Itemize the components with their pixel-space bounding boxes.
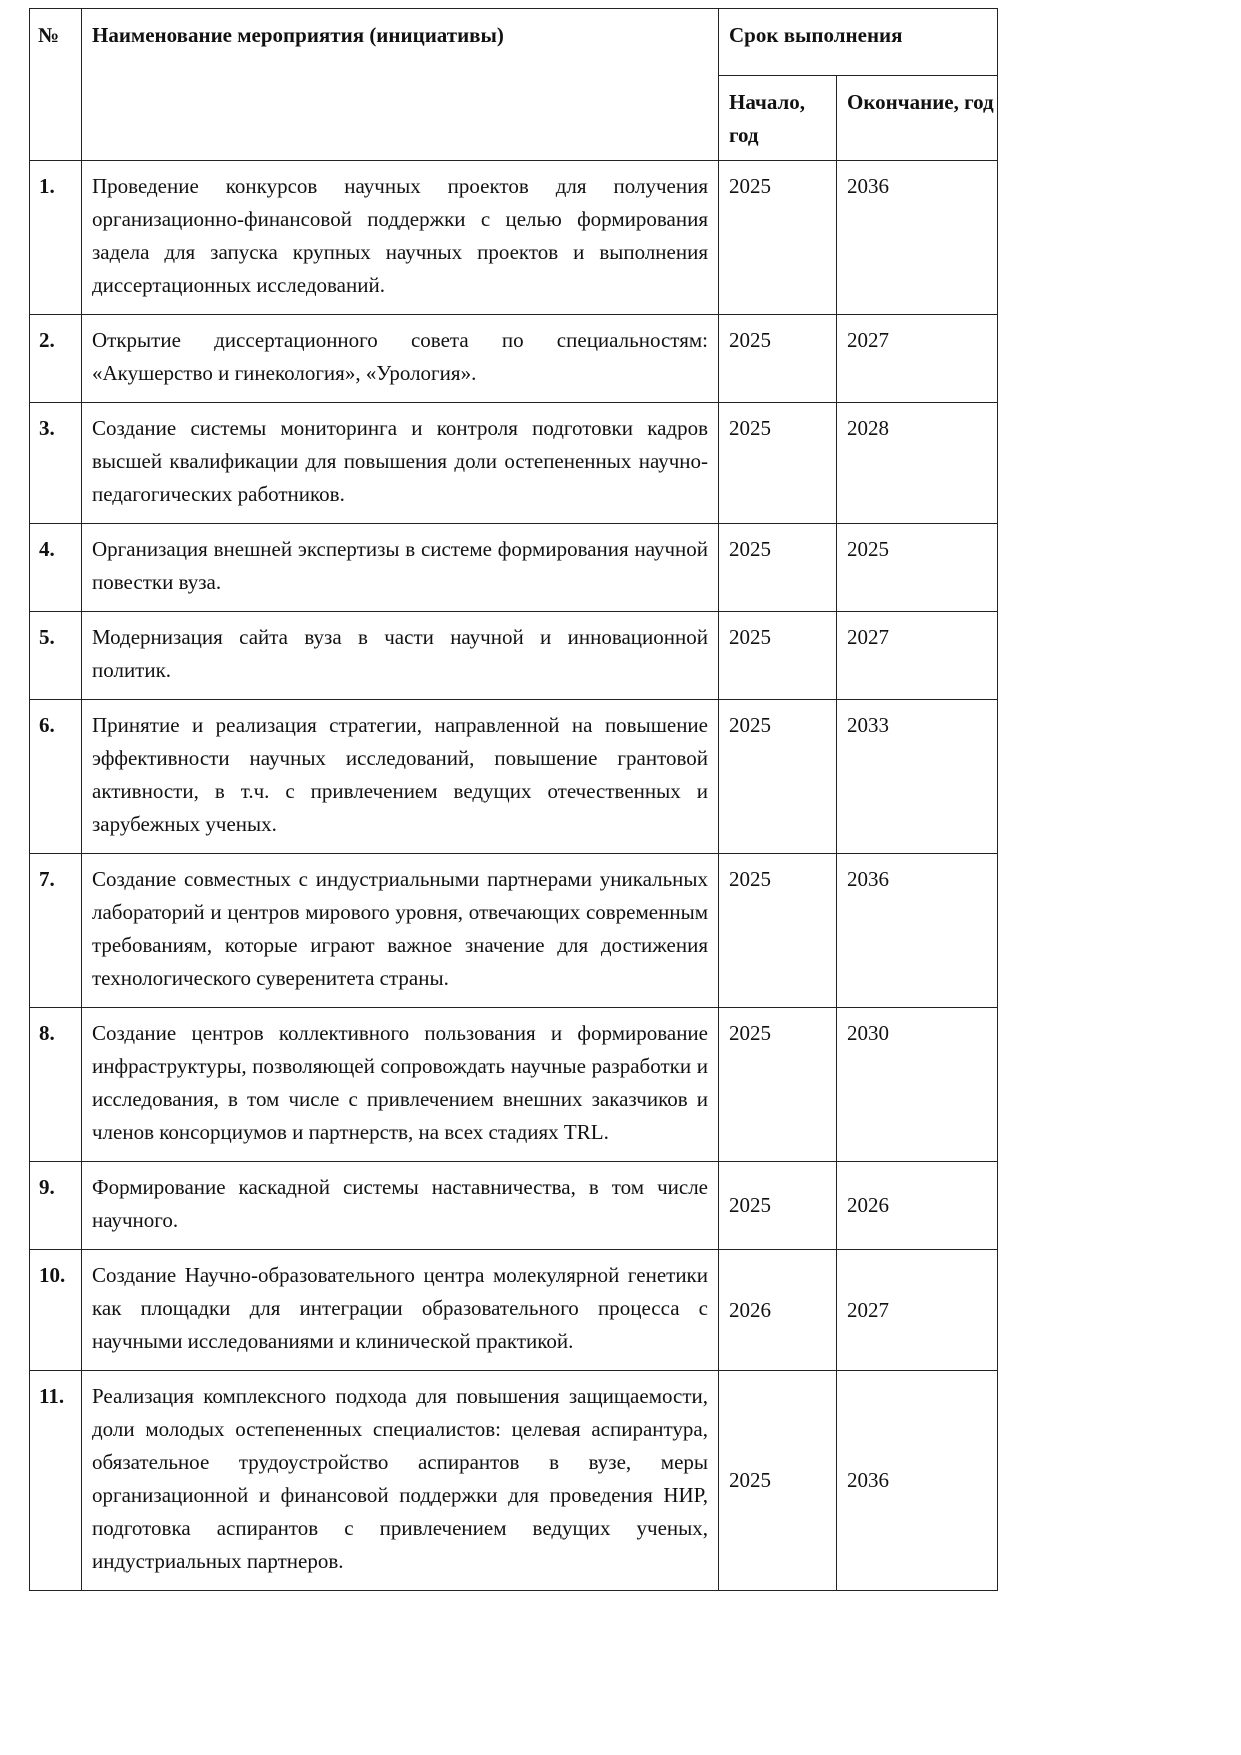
row-start-year: 2025 [719, 1371, 837, 1591]
row-start-year: 2025 [719, 524, 837, 612]
row-end-year: 2036 [837, 1371, 998, 1591]
row-end-year: 2033 [837, 700, 998, 854]
table-row [30, 161, 998, 315]
row-number: 6. [30, 700, 82, 854]
row-end-year: 2028 [837, 403, 998, 524]
row-end-year: 2026 [837, 1162, 998, 1250]
row-end-year: 2036 [837, 854, 998, 1008]
row-number: 7. [30, 854, 82, 1008]
row-number: 4. [30, 524, 82, 612]
row-start-year: 2025 [719, 315, 837, 403]
row-name: Модернизация сайта вуза в части научной и инновационной политик. [82, 612, 719, 700]
table-row [30, 315, 998, 403]
row-number: 5. [30, 612, 82, 700]
header-row [30, 9, 998, 76]
row-end-year: 2036 [837, 161, 998, 315]
table-row [30, 612, 998, 700]
row-start-year: 2025 [719, 403, 837, 524]
row-end-year: 2027 [837, 612, 998, 700]
row-name: Организация внешней экспертизы в системе формирования научной повестки вуза. [82, 524, 719, 612]
row-end-year: 2027 [837, 1250, 998, 1371]
row-end-year: 2030 [837, 1008, 998, 1162]
header-num: № [30, 9, 82, 161]
table-row [30, 524, 998, 612]
header-name: Наименование мероприятия (инициативы) [82, 9, 719, 161]
table-row [30, 854, 998, 1008]
row-start-year: 2025 [719, 161, 837, 315]
table-row [30, 1371, 998, 1591]
row-number: 1. [30, 161, 82, 315]
table-row [30, 1250, 998, 1371]
table-row [30, 403, 998, 524]
row-name: Формирование каскадной системы наставничества, в том числе научного. [82, 1162, 719, 1250]
row-start-year: 2025 [719, 854, 837, 1008]
row-number: 11. [30, 1371, 82, 1591]
row-number: 3. [30, 403, 82, 524]
row-number: 10. [30, 1250, 82, 1371]
row-start-year: 2025 [719, 612, 837, 700]
row-number: 9. [30, 1162, 82, 1250]
row-name: Проведение конкурсов научных проектов для получения организационно-финансовой поддержки с целью формирования задела для запуска крупных научных проектов и выполнения диссертационных исследований. [82, 161, 719, 315]
row-name: Создание Научно-образовательного центра молекулярной генетики как площадки для интеграции образовательного процесса с научными исследованиями и клинической практикой. [82, 1250, 719, 1371]
row-name: Создание центров коллективного пользования и формирование инфраструктуры, позволяющей сопровождать научные разработки и исследования, в том числе с привлечением внешних заказчиков и членов консорциумов и партнерств, на всех стадиях TRL. [82, 1008, 719, 1162]
row-number: 8. [30, 1008, 82, 1162]
row-name: Создание системы мониторинга и контроля подготовки кадров высшей квалификации для повышения доли остепененных научно-педагогических работников. [82, 403, 719, 524]
row-name: Создание совместных с индустриальными партнерами уникальных лабораторий и центров мирового уровня, отвечающих современным требованиям, которые играют важное значение для достижения технологического суверенитета страны. [82, 854, 719, 1008]
header-end: Окончание, год [837, 76, 998, 161]
table-row [30, 700, 998, 854]
row-end-year: 2027 [837, 315, 998, 403]
header-term: Срок выполнения [719, 9, 998, 76]
initiatives-table [29, 8, 998, 1591]
row-start-year: 2025 [719, 1008, 837, 1162]
row-end-year: 2025 [837, 524, 998, 612]
row-start-year: 2025 [719, 1162, 837, 1250]
row-name: Открытие диссертационного совета по специальностям: «Акушерство и гинекология», «Урология». [82, 315, 719, 403]
row-name: Принятие и реализация стратегии, направленной на повышение эффективности научных исследований, повышение грантовой активности, в т.ч. с привлечением ведущих отечественных и зарубежных ученых. [82, 700, 719, 854]
row-start-year: 2026 [719, 1250, 837, 1371]
table-row [30, 1162, 998, 1250]
row-start-year: 2025 [719, 700, 837, 854]
header-start: Начало, год [719, 76, 837, 161]
row-name: Реализация комплексного подхода для повышения защищаемости, доли молодых остепененных специалистов: целевая аспирантура, обязательное трудоустройство аспирантов в вузе, меры организационной и финансовой поддержки для проведения НИР, подготовка аспирантов с привлечением ведущих ученых, индустриальных партнеров. [82, 1371, 719, 1591]
row-number: 2. [30, 315, 82, 403]
table-row [30, 1008, 998, 1162]
